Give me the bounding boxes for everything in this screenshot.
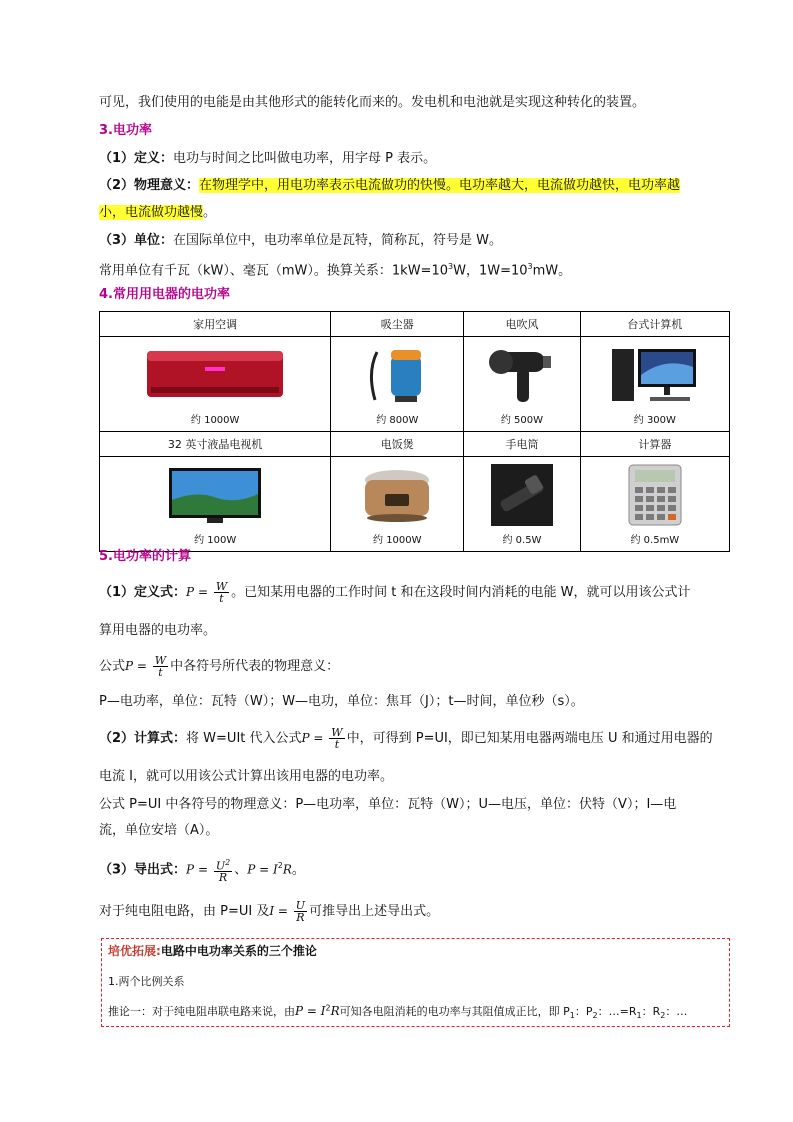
fraction-u-over-r <box>294 900 307 923</box>
subscript: 1 <box>636 1011 642 1021</box>
extension-tag: 培优拓展: <box>108 944 161 958</box>
numerator: W <box>215 580 228 593</box>
derived-label: （3）导出式： <box>99 862 187 878</box>
denominator: R <box>218 871 228 885</box>
appliance-cell <box>464 337 580 432</box>
subscript: 1 <box>569 1011 575 1021</box>
appliance-power: 约 0.5mW <box>630 535 680 546</box>
common-units-text-3: mW。 <box>532 263 572 279</box>
pui-meaning-line-1: 公式 P=UI 中各符号的物理意义：P—电功率，单位：瓦特（W）；U—电压，单位：伏特（V）；I—电 <box>99 797 677 812</box>
formula-i: I <box>272 862 278 877</box>
lcd-tv-icon <box>167 464 263 526</box>
calculation-line-2: 电流 I，就可以用该公式计算出该用电器的电功率。 <box>99 769 393 784</box>
formula-eq: = <box>274 904 292 918</box>
symbol-meaning-post: 中各符号所代表的物理意义： <box>170 659 340 674</box>
appliance-power: 约 100W <box>194 535 237 546</box>
definition-label: （1）定义： <box>99 151 174 166</box>
fraction-w-over-t <box>153 655 168 678</box>
appliance-cell <box>100 337 331 432</box>
derived-end: 。 <box>291 862 305 878</box>
appliance-power: 约 0.5W <box>502 535 542 546</box>
pure-resistor-post: 可推导出上述导出式。 <box>309 904 440 919</box>
meaning-label: （2）物理意义： <box>99 178 200 193</box>
appliance-name: 吸尘器 <box>331 312 464 337</box>
appliance-cell <box>331 337 464 432</box>
formula-eq: = <box>194 862 212 877</box>
definition-text: 电功与时间之比叫做电功率，用字母 P 表示。 <box>173 151 437 166</box>
appliance-power: 约 800W <box>376 415 419 426</box>
appliance-name: 电吹风 <box>464 312 580 337</box>
unit-text: 在国际单位中，电功率单位是瓦特，简称瓦，符号是 W。 <box>173 233 503 248</box>
extension-box <box>101 938 730 1027</box>
formula-r: R <box>282 862 292 877</box>
denominator: t <box>158 666 163 679</box>
corollary-sep: ：P <box>574 1005 593 1018</box>
formula-p: P <box>295 1004 304 1018</box>
symbol-definitions: P—电功率，单位：瓦特（W）；W—电功，单位：焦耳（J）；t—时间，单位秒（s）。 <box>99 694 584 709</box>
calculator-icon <box>627 463 683 527</box>
formula-eq: = <box>255 862 273 877</box>
exponent: 2 <box>225 857 231 867</box>
appliance-name: 手电筒 <box>464 432 580 457</box>
definition-formula-line <box>99 580 690 605</box>
corollary-one <box>108 1003 687 1020</box>
flashlight-icon <box>491 464 553 526</box>
appliance-power: 约 500W <box>500 415 544 426</box>
exponent-2: 3 <box>527 262 533 271</box>
rice-cooker-icon <box>359 464 435 526</box>
appliance-name: 电饭煲 <box>331 432 464 457</box>
corollary-sep: ：…=R <box>597 1005 637 1018</box>
common-units-line <box>99 258 571 280</box>
symbol-meaning-pre: 公式 <box>99 659 126 674</box>
pure-resistor-pre: 对于纯电阻电路，由 P=UI 及 <box>99 904 270 919</box>
numerator: W <box>154 654 167 667</box>
subscript: 2 <box>592 1011 598 1021</box>
appliance-name: 32 英寸液晶电视机 <box>100 432 331 457</box>
numerator: W <box>331 726 343 739</box>
desktop-computer-icon <box>610 345 700 405</box>
calculation-formula-line <box>99 726 713 751</box>
formula-p: P <box>186 862 195 877</box>
section-3-title: 3.电功率 <box>99 123 152 138</box>
extension-title: 电路中电功率关系的三个推论 <box>160 944 317 958</box>
exponent: 2 <box>277 861 283 870</box>
denominator: t <box>334 738 340 751</box>
calculation-post: 中，可得到 P=UI，即已知某用电器两端电压 U 和通过用电器的 <box>346 731 713 746</box>
formula-r: R <box>330 1004 340 1018</box>
appliance-power: 约 1000W <box>190 415 240 426</box>
definition-formula-line-2: 算用电器的电功率。 <box>99 623 217 638</box>
meaning-end: 。 <box>203 205 217 220</box>
formula-eq: = <box>194 585 212 599</box>
fraction-w-over-t <box>329 727 344 750</box>
formula-eq: = <box>133 659 151 673</box>
appliance-power: 约 1000W <box>373 535 422 546</box>
appliance-power-table <box>99 311 730 552</box>
appliance-power: 约 300W <box>633 415 676 426</box>
numerator: U <box>295 899 306 912</box>
definition-line <box>99 150 436 168</box>
subscript: 2 <box>660 1011 666 1021</box>
formula-p: P <box>247 862 256 877</box>
appliance-cell <box>464 457 580 552</box>
formula-p: P <box>125 659 134 673</box>
extension-header <box>108 942 317 959</box>
formula-p: P <box>301 731 310 745</box>
exponent: 2 <box>325 1003 331 1013</box>
formula-eq: = <box>309 731 328 745</box>
denominator: R <box>296 911 305 924</box>
fraction-u2-over-r <box>214 857 232 884</box>
fraction-w-over-t <box>214 581 229 604</box>
corollary-pre: 推论一：对于纯电阻串联电路来说，由 <box>108 1005 295 1018</box>
meaning-line-2 <box>99 204 216 222</box>
common-units-text-1: 常用单位有千瓦（kW）、毫瓦（mW）。换算关系：1kW=10 <box>99 263 448 279</box>
meaning-line-1 <box>99 177 680 195</box>
derived-formula-line <box>99 852 305 884</box>
meaning-highlight-1: 在物理学中，用电功率表示电流做功的快慢。电功率越大，电流做功越快，电功率越 <box>199 178 681 193</box>
appliance-cell <box>331 457 464 552</box>
definition-formula-label: （1）定义式： <box>99 585 187 600</box>
extension-subtitle: 1.两个比例关系 <box>108 975 185 988</box>
denominator: t <box>219 592 224 605</box>
separator: 、 <box>234 862 248 878</box>
corollary-end: ：… <box>665 1005 688 1018</box>
formula-u: U <box>215 859 226 873</box>
appliance-cell <box>580 337 729 432</box>
pui-meaning-line-2: 流，单位安培（A）。 <box>99 823 219 838</box>
vacuum-cleaner-icon <box>357 342 437 408</box>
numerator <box>214 857 232 873</box>
formula-eq: = <box>303 1004 321 1018</box>
section-4-title: 4.常用用电器的电功率 <box>99 287 230 302</box>
calculation-pre: 将 W=UIt 代入公式 <box>186 731 302 746</box>
formula-p: P <box>186 585 195 599</box>
appliance-cell <box>580 457 729 552</box>
corollary-sep: ：R <box>641 1005 661 1018</box>
appliance-name: 家用空调 <box>100 312 331 337</box>
appliance-name: 计算器 <box>580 432 729 457</box>
hair-dryer-icon <box>487 344 557 406</box>
section-5-title: 5.电功率的计算 <box>99 549 191 564</box>
meaning-highlight-2: 小，电流做功越慢 <box>99 205 204 220</box>
pure-resistor-line <box>99 898 439 925</box>
unit-label: （3）单位： <box>99 233 174 248</box>
appliance-name: 台式计算机 <box>580 312 729 337</box>
air-conditioner-icon <box>145 347 285 403</box>
unit-line <box>99 232 502 250</box>
formula-i: I <box>269 904 275 918</box>
definition-formula-text: 。已知某用电器的工作时间 t 和在这段时间内消耗的电能 W，就可以用该公式计 <box>231 585 691 600</box>
intro-line: 可见，我们使用的电能是由其他形式的能转化而来的。发电机和电池就是实现这种转化的装置。 <box>99 95 646 110</box>
appliance-cell <box>100 457 331 552</box>
corollary-mid: 可知各电阻消耗的电功率与其阻值成正比，即 P <box>339 1005 570 1018</box>
common-units-text-2: W，1W=10 <box>453 263 528 279</box>
calculation-label: （2）计算式： <box>99 731 187 746</box>
exponent-1: 3 <box>448 262 454 271</box>
symbol-meaning-intro <box>99 654 339 679</box>
formula-i: I <box>320 1004 326 1018</box>
